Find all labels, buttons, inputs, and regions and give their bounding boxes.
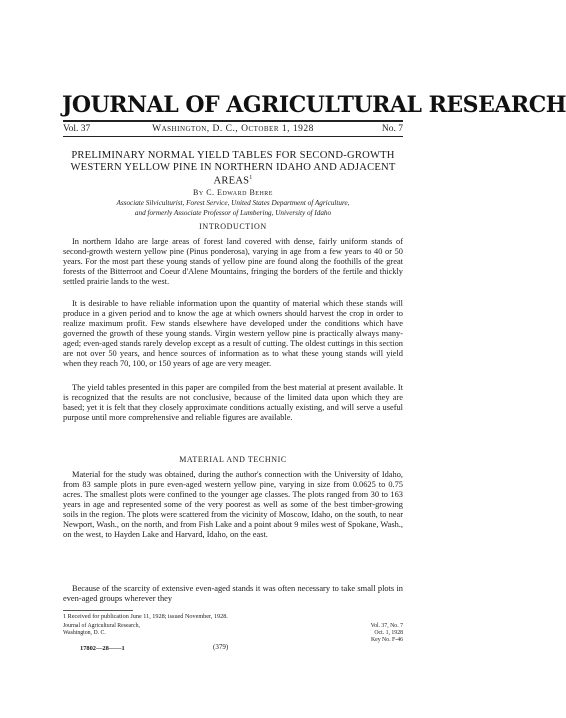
journal-masthead: JOURNAL OF AGRICULTURAL RESEARCH <box>62 92 566 118</box>
paragraph-2: It is desirable to have reliable information upon the quantity of material which these stands will produce in a given period and to know the age at which owners should harvest the crop in order to realize maximum profit. Few stands elsewhere have developed under the conditions which have governed the growth of these young stands. Virgin western yellow pine is practically always many-aged; even-aged stands rarely develop except as a result of cutting. The oldest cuttings in this section are not over 50 years, and hence sources of information as to what these young stands will yield when they reach 70, 100, or 150 years of age are very meager. <box>63 299 403 368</box>
footnote-rule <box>63 610 133 611</box>
volume-label: Vol. 37 <box>63 124 91 134</box>
article-title <box>63 150 403 187</box>
masthead-rule-bottom <box>63 136 403 137</box>
footer-right-line-2: Oct. 1, 1928 <box>374 630 403 636</box>
title-footnote-marker: 1 <box>249 175 253 181</box>
page-number: (379) <box>213 643 229 651</box>
footnote: 1 Received for publication June 11, 1928; issued November, 1928. <box>63 613 228 620</box>
footer-right-line-1: Vol. 37, No. 7 <box>370 623 403 629</box>
section-heading-materials: MATERIAL AND TECHNIC <box>179 455 287 464</box>
issue-number: No. 7 <box>381 124 403 134</box>
author-affiliation <box>63 199 403 218</box>
paragraph-3: The yield tables presented in this paper are compiled from the best material at present available. It is recognized that the results are not conclusive, because of the limited data upon which they are based; yet it is felt that they closely approximate conditions actually existing, and will serve a useful purpose until more comprehensive and reliable figures are available. <box>63 383 403 422</box>
footer-key-info <box>333 623 403 644</box>
paragraph-5: Because of the scarcity of extensive even-aged stands it was often necessary to take small plots in even-aged groups wherever they <box>63 584 403 603</box>
article-title-text: PRELIMINARY NORMAL YIELD TABLES FOR SECOND-GROWTH WESTERN YELLOW PINE IN NORTHERN IDAHO AND ADJACENT AREAS <box>70 150 396 187</box>
section-heading-introduction: INTRODUCTION <box>199 222 267 231</box>
affiliation-line-2: and formerly Associate Professor of Lumbering, University of Idaho <box>134 208 332 217</box>
footer-left-line-1: Journal of Agricultural Research, <box>63 623 140 629</box>
print-code: 17802—28——1 <box>80 645 125 652</box>
issue-date: Washington, D. C., October 1, 1928 <box>152 124 314 134</box>
paragraph-1: In northern Idaho are large areas of forest land covered with dense, fairly uniform stands of second-growth western yellow pine (Pinus ponderosa), varying in age from a few years to 40 or 50 years. For the most part these young stands of yellow pine are found along the foothills of the great forests of the Bitterroot and Coeur d'Alene Mountains, fringing the borders of the fertile and thickly settled prairie lands to the west. <box>63 237 403 286</box>
footer-journal-info <box>63 623 213 637</box>
footer-left-line-2: Washington, D. C. <box>63 630 106 636</box>
paragraph-4: Material for the study was obtained, during the author's connection with the University of Idaho, from 83 sample plots in pure even-aged western yellow pine, varying in size from 0.0625 to 0.75 acres. The smallest plots were confined to the younger age classes. The plots ranged from 30 to 163 years in age and represented some of the very poorest as well as some of the best timber-growing soils in the region. The plots were scattered from the vicinity of Moscow, Idaho, on the south, to near Newport, Wash., on the north, and from Fish Lake and a point about 9 miles west of Spokane, Wash., on the west, to Hayden Lake and Harvard, Idaho, on the east. <box>63 470 403 539</box>
article-byline: By C. Edward Behre <box>193 188 273 197</box>
issue-line <box>63 122 403 136</box>
affiliation-line-1: Associate Silviculturist, Forest Service, United States Department of Agriculture, <box>116 199 350 207</box>
footer-right-line-3: Key No. F-46 <box>370 637 403 643</box>
